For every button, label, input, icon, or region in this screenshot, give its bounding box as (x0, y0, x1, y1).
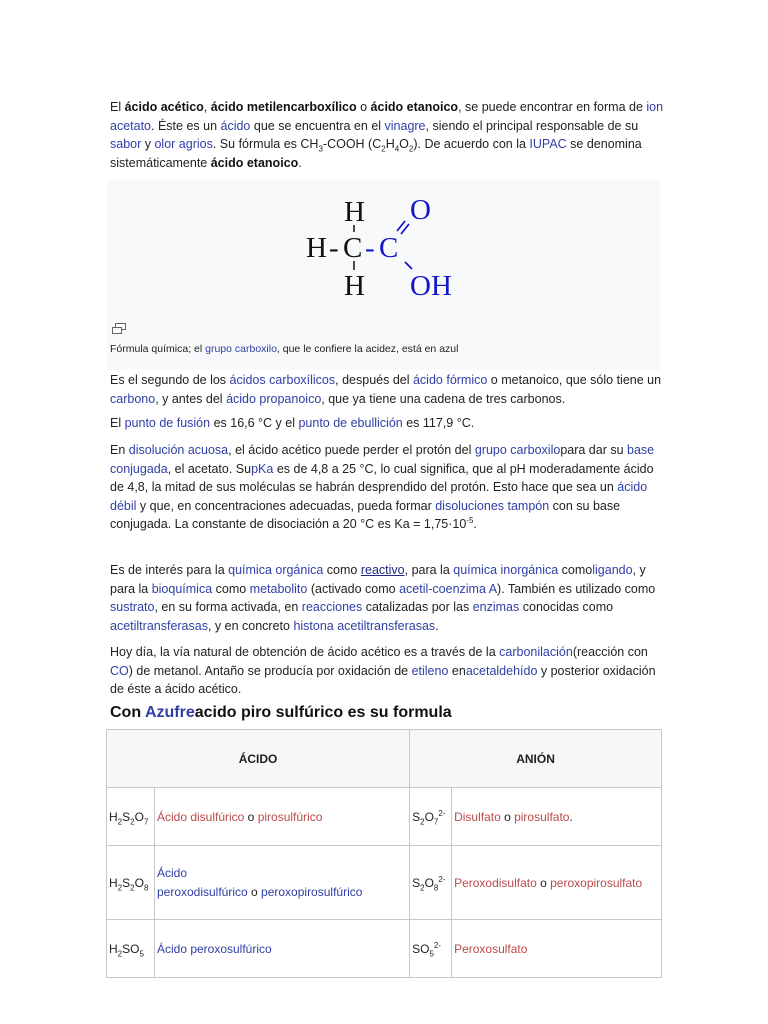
table-row (107, 788, 662, 846)
anion-name (452, 920, 662, 978)
acid-formula (107, 846, 155, 920)
link-acido-disulfurico[interactable]: Ácido disulfúrico (156, 809, 245, 824)
text: y (141, 137, 155, 152)
text: . (298, 155, 302, 170)
expand-icon[interactable] (112, 323, 126, 334)
anion-formula (410, 788, 452, 846)
text: conocidas como (519, 600, 614, 615)
figure-caption (110, 343, 458, 355)
bold-term: ácido etanoico (210, 155, 299, 170)
acetic-acid-structure (107, 180, 660, 320)
link-quimica-inorganica[interactable]: química inorgánica (453, 563, 559, 577)
text: en (448, 663, 466, 678)
link-disolucion-acuosa[interactable]: disolución acuosa (128, 443, 229, 457)
text: y posterior oxidación de éste a ácido acético. (110, 663, 656, 697)
text: O (424, 875, 434, 890)
superscript: 2- (438, 808, 446, 818)
text: En (110, 443, 129, 457)
text: Es el segundo de los (110, 373, 230, 387)
subscript: 4 (394, 144, 400, 154)
text: El (110, 416, 125, 430)
link-reacciones[interactable]: reacciones (301, 600, 363, 615)
link-pirosulfato[interactable]: pirosulfato (514, 809, 570, 824)
subscript: 7 (143, 816, 149, 826)
bond-dash-left: - (329, 232, 339, 264)
superscript: 2- (438, 874, 446, 884)
text: H (109, 941, 118, 956)
link-acido[interactable]: Ácido (156, 865, 187, 880)
subscript: 8 (143, 882, 149, 892)
text: -COOH (C (322, 137, 382, 152)
bold-term: ácido acético (124, 100, 204, 114)
link-co[interactable]: CO (110, 663, 129, 678)
subscript: 7 (433, 816, 439, 826)
text: ). También es utilizado como (497, 581, 656, 596)
bold-term: ácido metilencarboxílico (210, 100, 357, 114)
text: , que le confiere la acidez, está en azul (276, 343, 459, 355)
text: S (122, 809, 131, 824)
table-header-row (107, 730, 662, 788)
text: o (356, 100, 371, 114)
link-bioquimica[interactable]: bioquímica (151, 581, 213, 596)
link-grupo-carboxilo[interactable]: grupo carboxilo (205, 343, 277, 355)
text: , se puede encontrar en forma de (458, 100, 647, 114)
text: , el acetato. Su (167, 461, 252, 476)
anion-name (452, 846, 662, 920)
link-iupac[interactable]: IUPAC (529, 137, 567, 152)
atom-c2: C (379, 232, 399, 264)
paragraph-interest (110, 561, 665, 635)
text: , el ácido acético puede perder el protón del (228, 443, 475, 457)
table-row (107, 846, 662, 920)
text: acido piro sulfúrico es su formula (194, 704, 452, 721)
link-etileno[interactable]: etileno (411, 663, 449, 678)
text: o (500, 809, 515, 824)
link-peroxodisulfato[interactable]: Peroxodisulfato (454, 875, 537, 890)
subscript: 2 (420, 882, 425, 892)
subscript: 2 (117, 948, 123, 958)
link-disulfato[interactable]: Disulfato (454, 809, 501, 824)
link-grupo-carboxilo[interactable]: grupo carboxilo (474, 443, 561, 457)
subscript: 2 (381, 144, 386, 154)
text: ). De acuerdo con la (413, 137, 530, 152)
link-punto-de-fusion[interactable]: punto de fusión (124, 416, 211, 430)
paragraph-melting-point (110, 414, 665, 433)
text: . (569, 809, 573, 824)
subscript: 2 (130, 882, 135, 892)
link-acido-debil[interactable]: ácido débil (110, 480, 648, 513)
acid-formula (107, 920, 155, 978)
subscript: 2 (130, 816, 135, 826)
text: , y antes del (155, 391, 227, 406)
link-pka[interactable]: pKa (251, 461, 274, 476)
text: es 16,6 °C y el (210, 416, 299, 430)
link-peroxosulfato[interactable]: Peroxosulfato (454, 941, 528, 956)
link-enzimas[interactable]: enzimas (472, 600, 520, 615)
text: SO (122, 941, 140, 956)
text: catalizadas por las (362, 600, 473, 615)
link-metabolito[interactable]: metabolito (249, 581, 308, 596)
text: , (203, 100, 211, 114)
text: , en su forma activada, en (154, 600, 302, 615)
link-pirosulfurico[interactable]: pirosulfúrico (257, 809, 323, 824)
link-peroxodisulfurico[interactable]: peroxodisulfúrico (156, 884, 248, 899)
atom-h-left: H (306, 232, 327, 264)
text: que se encuentra en el (250, 118, 385, 133)
subscript: 3 (318, 144, 323, 154)
subscript: 2 (420, 816, 425, 826)
subscript: 8 (433, 882, 439, 892)
text: para dar su (560, 443, 628, 457)
link-acidos-carboxilicos[interactable]: ácidos carboxílicos (229, 373, 336, 387)
text: . (473, 517, 477, 532)
acid-name (154, 846, 409, 920)
text: como (212, 581, 250, 596)
text: O (134, 809, 144, 824)
bond-dash-right: - (365, 232, 375, 264)
text: Es de interés para la (110, 563, 229, 577)
superscript: -5 (466, 516, 474, 526)
text: El (110, 100, 125, 114)
atom-h-top: H (344, 196, 365, 228)
link-acido[interactable]: ácido (220, 118, 251, 133)
text: (reacción con (572, 645, 648, 659)
text: O (399, 137, 409, 152)
link-base-conjugada[interactable]: base conjugada (110, 443, 655, 476)
table-row (107, 920, 662, 978)
subscript: 2 (408, 144, 414, 154)
link-acido-propanoico[interactable]: ácido propanoico (226, 391, 322, 406)
link-vinagre[interactable]: vinagre (384, 118, 426, 133)
atom-o: O (410, 194, 431, 226)
text: , para la (404, 563, 454, 577)
text: Fórmula química; el (110, 343, 206, 355)
text: . (435, 618, 439, 633)
link-acetaldehido[interactable]: acetaldehído (465, 663, 538, 678)
text: , y en concreto (207, 618, 294, 633)
text: H (385, 137, 395, 152)
acids-table (106, 729, 662, 978)
link-quimica-organica[interactable]: química orgánica (228, 563, 324, 577)
header-acido: ÁCIDO (107, 730, 410, 788)
subscript: 5 (429, 948, 434, 958)
anion-name (452, 788, 662, 846)
link-carbono[interactable]: carbono (110, 391, 156, 406)
text: SO (412, 941, 430, 956)
text: H (109, 809, 118, 824)
text: S (412, 875, 421, 890)
text: como (323, 563, 361, 577)
bold-term: ácido etanoico (370, 100, 459, 114)
text: y que, en concentraciones adecuadas, pueda formar (136, 498, 436, 513)
anion-formula (410, 846, 452, 920)
text: H (109, 875, 118, 890)
text: es 117,9 °C. (402, 416, 475, 430)
text: o (247, 884, 262, 899)
bond-c-oh (405, 262, 412, 269)
link-acetil-coenzima[interactable]: acetil-coenzima A (399, 581, 498, 596)
link-histona-acetiltransferasas[interactable]: histona acetiltransferasas (293, 618, 436, 633)
link-peroxopirosulfurico[interactable]: peroxopirosulfúrico (261, 884, 363, 899)
atom-h-bottom: H (344, 270, 365, 302)
text: S (122, 875, 131, 890)
intro-paragraph (110, 98, 665, 172)
text: , siendo el principal responsable de su (425, 118, 639, 133)
text: es de 4,8 a 25 °C, lo cual significa, que al pH moderadamente ácido de 4,8, la mitad de sus moléculas se habrán desprendido del protón. Esto hace que sea un (110, 461, 654, 495)
superscript: 2- (433, 940, 442, 950)
paragraph-production (110, 643, 665, 699)
acid-name (154, 788, 409, 846)
text: o (244, 809, 258, 824)
subscript: 2 (117, 816, 123, 826)
text: Con (110, 704, 145, 721)
subscript: 2 (117, 882, 123, 892)
link-olor-agrios[interactable]: olor agrios (154, 137, 213, 152)
text: , que ya tiene una cadena de tres carbonos. (321, 391, 566, 406)
text: Hoy día, la vía natural de obtención de ácido acético es a través de la (110, 645, 500, 659)
subscript: 5 (139, 948, 144, 958)
link-punto-de-ebullicion[interactable]: punto de ebullición (298, 416, 403, 430)
text: S (412, 809, 421, 824)
link-peroxopirosulfato[interactable]: peroxopirosulfato (550, 875, 643, 890)
text: con su base conjugada. La constante de disociación a 20 °C es Ka = 1,75·10 (110, 498, 621, 532)
link-ligando[interactable]: ligando (592, 563, 633, 577)
link-reactivo[interactable]: reactivo (360, 563, 405, 577)
atom-c1: C (343, 232, 363, 264)
text: O (134, 875, 144, 890)
link-acetiltransferasas[interactable]: acetiltransferasas (110, 618, 208, 633)
text: . Su fórmula es CH (212, 137, 319, 152)
text: (activado como (307, 581, 400, 596)
paragraph-aqueous (110, 441, 665, 534)
structural-formula-figure (107, 180, 660, 370)
link-carbonilacion[interactable]: carbonilación (499, 645, 573, 659)
link-acido-peroxosulfurico[interactable]: Ácido peroxosulfúrico (156, 941, 272, 956)
link-azufre[interactable]: Azufre (144, 704, 195, 721)
text: ) de metanol. Antaño se producía por oxidación de (128, 663, 412, 678)
text: . Éste es un (151, 118, 221, 133)
text: se denomina sistemáticamente (110, 137, 642, 170)
acid-formula (107, 788, 155, 846)
link-sabor[interactable]: sabor (110, 137, 142, 152)
link-acido-formico[interactable]: ácido fórmico (412, 373, 488, 387)
link-ion-acetato[interactable]: ion acetato (110, 100, 664, 133)
section-heading (110, 704, 452, 722)
text: o (536, 875, 551, 890)
anion-formula (410, 920, 452, 978)
text: o metanoico, que sólo tiene un (487, 373, 662, 387)
link-sustrato[interactable]: sustrato (110, 600, 155, 615)
text: O (424, 809, 434, 824)
header-anion: ANIÓN (410, 730, 662, 788)
text: , y para la (110, 563, 646, 596)
acid-name (154, 920, 409, 978)
paragraph-carboxylic (110, 371, 665, 408)
text: como (558, 563, 593, 577)
link-disoluciones-tampon[interactable]: disoluciones tampón (435, 498, 550, 513)
atom-oh: OH (410, 270, 452, 302)
text: , después del (335, 373, 413, 387)
